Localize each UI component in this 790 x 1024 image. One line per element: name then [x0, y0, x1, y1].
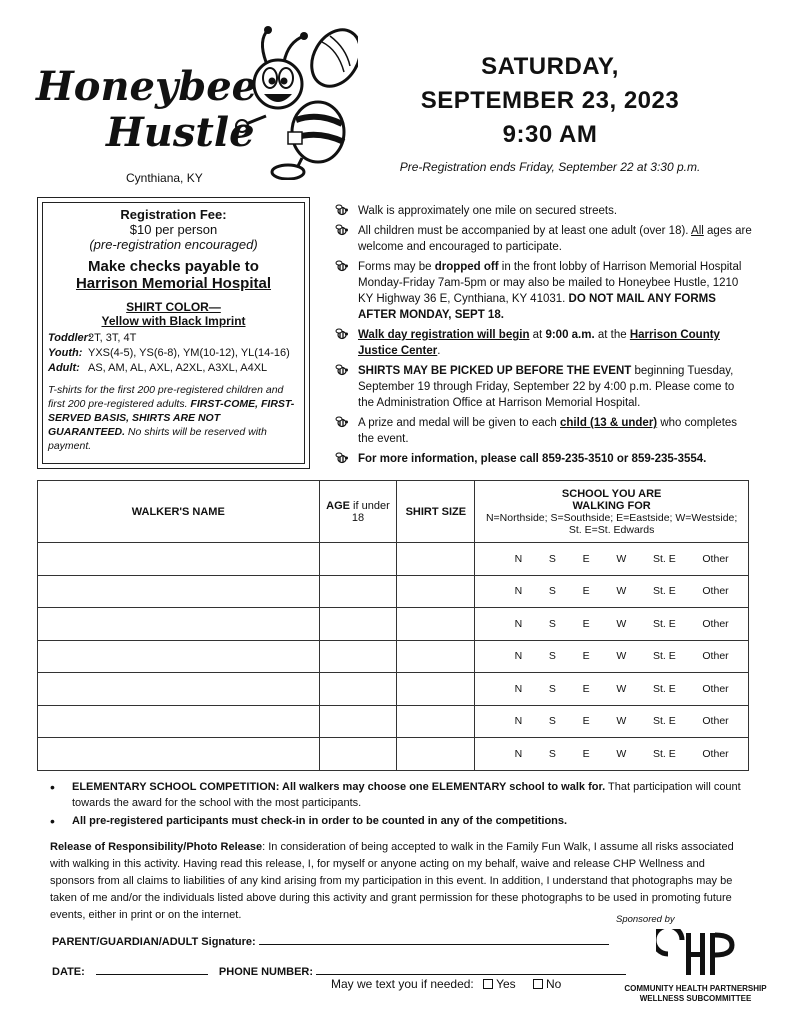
text-segment: child (13 & under) [560, 417, 658, 429]
bee-bullet-icon [334, 260, 348, 272]
school-option[interactable]: W [616, 715, 627, 728]
logo-city: Cynthiana, KY [126, 171, 203, 185]
shirt-size-cell[interactable] [397, 608, 475, 641]
school-option[interactable]: Other [702, 650, 729, 663]
walker-name-cell[interactable] [38, 738, 320, 771]
shirt-size-header: SHIRT SIZE [397, 481, 475, 543]
competition-note [48, 779, 758, 811]
school-option[interactable]: Other [702, 552, 729, 565]
school-choice-cell [475, 705, 749, 738]
school-option[interactable]: Other [702, 682, 729, 695]
bee-bullet-icon [334, 204, 348, 216]
bee-bullet-icon [334, 416, 348, 428]
walker-name-cell[interactable] [38, 673, 320, 706]
size-row-toddler: Toddler:2T, 3T, 4T [48, 332, 137, 344]
school-option[interactable]: W [616, 552, 627, 565]
table-row [38, 575, 749, 608]
event-day: SATURDAY, [481, 53, 619, 80]
text-segment: Harrison County Justice Center [358, 329, 720, 357]
text-segment: For more information, please call 859-235-3510 or 859-235-3554. [358, 453, 707, 465]
age-cell[interactable] [319, 738, 397, 771]
registration-fee-box [37, 197, 310, 469]
school-option[interactable]: S [548, 682, 556, 695]
school-choice-cell [475, 608, 749, 641]
school-option[interactable]: W [616, 682, 627, 695]
phone-field[interactable] [316, 964, 626, 975]
logo-title-line2: Hustle [106, 109, 255, 156]
signature-row [52, 934, 609, 948]
school-option[interactable]: St. E [652, 617, 676, 630]
age-cell[interactable] [319, 608, 397, 641]
school-option[interactable]: St. E [652, 585, 676, 598]
table-row [38, 608, 749, 641]
sponsored-by-label: Sponsored by [616, 914, 675, 925]
text-segment: All children must be accompanied by at least one adult (over 18). [358, 225, 692, 237]
competition-note [48, 813, 758, 829]
school-option[interactable]: E [582, 585, 590, 598]
text-permission [331, 977, 561, 991]
bee-bullet-icon [334, 452, 348, 464]
yes-label: Yes [496, 977, 516, 991]
school-key: N=Northside; S=Southside; E=Eastside; W=Westside; St. E=St. Edwards [485, 511, 738, 536]
release-of-responsibility [50, 839, 750, 924]
school-option[interactable]: N [514, 552, 523, 565]
text-segment: A prize and medal will be given to each [358, 417, 561, 429]
text-segment: ages are welcome and encouraged to participate. [358, 225, 752, 253]
text-segment: at the [594, 329, 630, 341]
school-option[interactable]: E [582, 682, 590, 695]
event-info-list [332, 203, 752, 471]
table-row [38, 738, 749, 771]
checks-payee: Harrison Memorial Hospital [75, 275, 272, 292]
school-choice-cell [475, 673, 749, 706]
school-option[interactable]: St. E [652, 715, 676, 728]
school-option[interactable]: N [514, 617, 523, 630]
text-segment: Forms may be [358, 261, 435, 273]
school-option[interactable]: Other [702, 715, 729, 728]
shirt-size-cell[interactable] [397, 575, 475, 608]
school-option[interactable]: W [616, 747, 627, 760]
text-segment: ELEMENTARY SCHOOL COMPETITION: All walkers may choose one ELEMENTARY school to walk for. [72, 781, 606, 793]
table-row [38, 640, 749, 673]
age-cell[interactable] [319, 640, 397, 673]
school-option[interactable]: S [548, 552, 556, 565]
age-cell[interactable] [319, 705, 397, 738]
text-segment: 9:00 a.m. [545, 329, 595, 341]
table-row [38, 673, 749, 706]
chp-logo-icon [656, 929, 736, 979]
no-label: No [546, 977, 562, 991]
event-time: 9:30 AM [502, 121, 598, 148]
school-option[interactable]: N [514, 650, 523, 663]
school-option[interactable]: St. E [652, 682, 676, 695]
school-option[interactable]: N [514, 715, 523, 728]
school-option[interactable]: W [616, 650, 627, 663]
school-option[interactable]: Other [702, 617, 729, 630]
text-segment: at [529, 329, 546, 341]
walker-name-cell[interactable] [38, 608, 320, 641]
school-option[interactable]: S [548, 650, 556, 663]
school-option[interactable]: E [582, 650, 590, 663]
preregistration-deadline: Pre-Registration ends Friday, September 22 at 3:30 p.m. [399, 160, 701, 174]
school-choice-cell [475, 575, 749, 608]
date-label: DATE: [52, 966, 85, 978]
phone-label: PHONE NUMBER: [218, 966, 314, 978]
text-segment: Walk is approximately one mile on secured streets. [358, 205, 618, 217]
checks-payable-heading: Make checks payable to [88, 258, 259, 275]
signature-label: PARENT/GUARDIAN/ADULT Signature: [52, 936, 256, 948]
shirt-color-heading: SHIRT COLOR— [126, 300, 221, 314]
school-choice-cell [475, 543, 749, 576]
school-choice-cell [475, 640, 749, 673]
text-segment: That participation will count towards the award for the school with the most participants. [72, 781, 741, 809]
school-option[interactable]: N [514, 682, 523, 695]
fee-title: Registration Fee: [120, 207, 227, 222]
competition-notes [48, 779, 758, 831]
school-option[interactable]: E [582, 552, 590, 565]
walker-name-cell[interactable] [38, 575, 320, 608]
age-cell[interactable] [319, 575, 397, 608]
info-item [332, 415, 752, 447]
info-item [332, 363, 752, 411]
walker-name-cell[interactable] [38, 640, 320, 673]
text-segment: All pre-registered participants must check-in in order to be counted in any of the competitions. [72, 815, 568, 827]
date-field[interactable] [96, 964, 208, 975]
info-item [332, 223, 752, 255]
text-segment: . [437, 345, 441, 357]
size-row-adult: Adult: AS, AM, AL, AXL, A2XL, A3XL, A4XL [48, 362, 268, 374]
age-cell[interactable] [319, 673, 397, 706]
table-row [38, 705, 749, 738]
text-segment: Walk day registration will begin [358, 329, 530, 341]
info-item [332, 451, 752, 467]
shirt-size-cell[interactable] [397, 673, 475, 706]
school-option[interactable]: St. E [652, 747, 676, 760]
bee-bullet-icon [334, 328, 348, 340]
school-option[interactable]: St. E [652, 650, 676, 663]
info-item [332, 203, 752, 219]
release-title: Release of Responsibility/Photo Release [50, 841, 263, 853]
sponsor-block [608, 914, 783, 1004]
sponsor-name-line2: WELLNESS SUBCOMMITTEE [639, 994, 752, 1003]
walker-name-header: WALKER'S NAME [38, 481, 320, 543]
school-option[interactable]: W [616, 585, 627, 598]
info-item [332, 327, 752, 359]
text-segment: beginning Tuesday, September 19 through Friday, September 22 by 4:00 p.m. Please come to the Administration Office at Harrison Memorial Hospital. [358, 365, 735, 409]
age-cell[interactable] [319, 543, 397, 576]
text-segment: All [691, 225, 704, 237]
school-option[interactable]: W [616, 617, 627, 630]
shirt-color: Yellow with Black Imprint [101, 314, 246, 328]
no-checkbox[interactable] [533, 979, 543, 989]
logo-title-line1: Honeybee [36, 63, 258, 110]
age-header: AGE if under 18 [319, 481, 397, 543]
shirt-size-cell[interactable] [397, 705, 475, 738]
bee-bullet-icon [334, 364, 348, 376]
release-text: : In consideration of being accepted to walk in the Family Fun Walk, I assume all risks associated with walking in this activity. Having read this release, I, for myself or anyone acting on my behalf, waive and release CHP Wellness and sponsors from all claims to liabilities of any kind arising from my participation in this event. In addition, I understand that photographs may be taken of me and/or the individuals listed above during this activity and grant permission for these photographs to be used in promoting future events, either in print or on the internet. [50, 841, 734, 921]
text-segment: SHIRTS MAY BE PICKED UP BEFORE THE EVENT [358, 365, 632, 377]
school-option[interactable]: E [582, 715, 590, 728]
school-option[interactable]: Other [702, 585, 729, 598]
table-row [38, 543, 749, 576]
school-option[interactable]: S [548, 617, 556, 630]
shirt-size-cell[interactable] [397, 640, 475, 673]
text-segment: who completes the event. [358, 417, 738, 445]
yes-checkbox[interactable] [483, 979, 493, 989]
bee-bullet-icon [334, 224, 348, 236]
school-header: SCHOOL YOU ARE WALKING FOR N=Northside; S=Southside; E=Eastside; W=Westside; St. E=St. Edwards [475, 481, 749, 543]
school-option[interactable]: E [582, 747, 590, 760]
event-logo [28, 18, 358, 188]
event-date-heading [360, 50, 740, 152]
school-option[interactable]: N [514, 585, 523, 598]
info-item [332, 259, 752, 323]
shirt-availability-note: T-shirts for the first 200 pre-registered children and first 200 pre-registered adults. FIRST-COME, FIRST-SERVED BASIS, SHIRTS ARE NOT GUARANTEED. No shirts will be reserved with payment. [48, 384, 295, 452]
school-option[interactable]: S [548, 747, 556, 760]
text-segment: in the front lobby of Harrison Memorial Hospital Monday-Friday 7am-5pm or may also be mailed to Honeybee Hustle, 1210 KY Highway 36 E, Cynthiana, KY 41031. [358, 261, 742, 305]
walker-registration-table [37, 480, 749, 771]
school-option[interactable]: N [514, 747, 523, 760]
fee-amount: $10 per person [129, 222, 218, 237]
school-choice-cell [475, 738, 749, 771]
school-option[interactable]: St. E [652, 552, 676, 565]
walker-name-cell[interactable] [38, 705, 320, 738]
text-segment: dropped off [434, 261, 499, 273]
school-option[interactable]: S [548, 715, 556, 728]
school-option[interactable]: E [582, 617, 590, 630]
size-row-youth: Youth: YXS(4-5), YS(6-8), YM(10-12), YL(14-16) [48, 347, 290, 359]
school-option[interactable]: S [548, 585, 556, 598]
shirt-size-cell[interactable] [397, 543, 475, 576]
walker-name-cell[interactable] [38, 543, 320, 576]
text-segment: DO NOT MAIL ANY FORMS AFTER MONDAY, SEPT 18. [358, 293, 716, 321]
signature-field[interactable] [259, 934, 609, 945]
shirt-size-cell[interactable] [397, 738, 475, 771]
fee-note: (pre-registration encouraged) [89, 237, 258, 252]
text-question: May we text you if needed: [331, 977, 474, 991]
sponsor-name-line1: COMMUNITY HEALTH PARTNERSHIP [624, 984, 767, 993]
date-phone-row [52, 964, 626, 978]
school-option[interactable]: Other [702, 747, 729, 760]
event-date: SEPTEMBER 23, 2023 [420, 87, 680, 114]
